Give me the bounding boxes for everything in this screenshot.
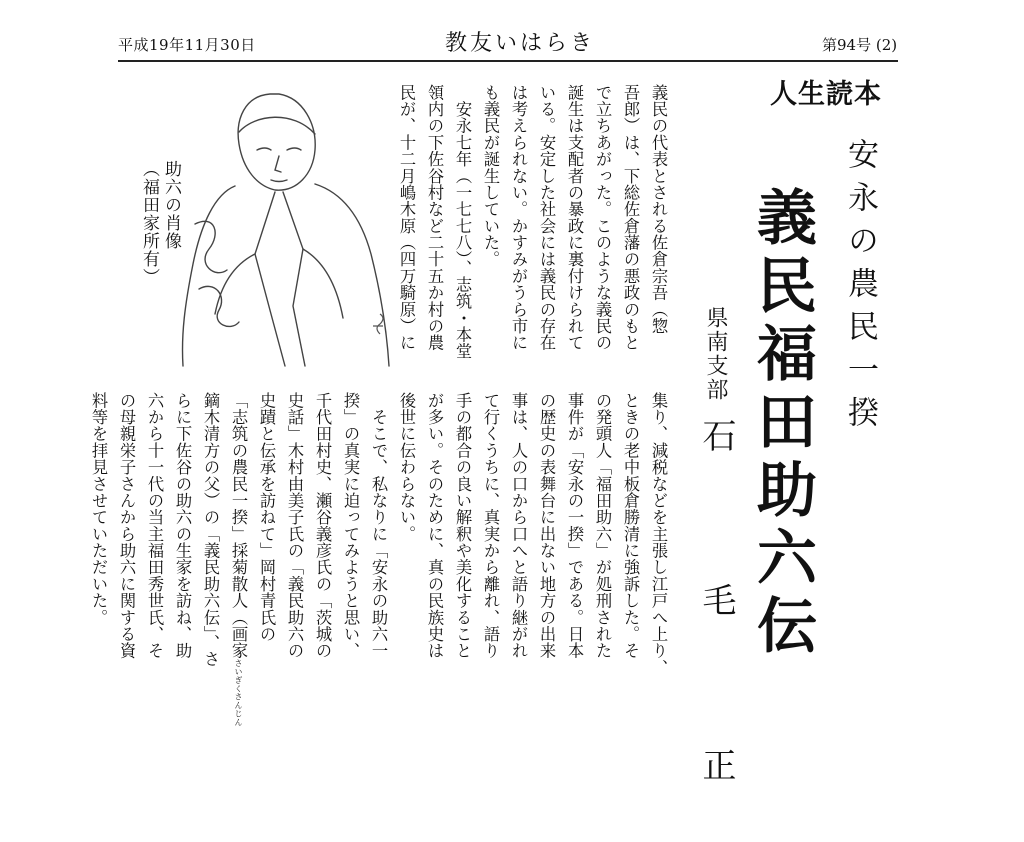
body-line: 集り、減税などを主張し江戸へ上り、 [649,392,668,676]
body-upper-column [397,84,672,382]
caption-line: （福田家所有） [139,160,159,286]
header-title: 教友いはらき [444,31,595,56]
body-line: 料等を拝見させていただいた。 [89,392,108,626]
body-line: 六から十一代の当主福田秀世氏、そ [145,392,164,660]
body-lower-column [89,392,672,727]
ruby-annotation: さいぎくさんじん [234,659,243,727]
body-line: ときの老中板倉勝清に強訴した。そ [621,392,640,660]
body-line: は考えられない。かすみがうら市に [509,84,528,352]
header-rule [118,60,898,62]
body-line: 揆」の真実に迫ってみようと思い、 [341,392,360,660]
body-line: の歴史の表舞台に出ない地方の出来 [537,392,556,660]
body-line: 鏑木清方の父）の「義民助六伝」、さ [201,392,220,668]
body-line: が多い。そのために、真の民族史は [425,392,444,660]
body-line: いる。安定した社会には義民の存在 [537,84,556,352]
body-line: 領内の下佐谷村など二十五か村の農 [425,84,444,352]
body-line [224,392,252,727]
body-line: て行くうちに、真実から離れ、語り [481,392,500,660]
article-title: 義民福田助六伝 [747,186,817,662]
body-line: らに下佐谷の助六の生家を訪ね、助 [173,392,192,660]
body-line: そこで、私なりに「安永の助六一 [369,392,388,660]
header-issue: 第94号 (2) [822,36,898,54]
body-line-text: 「志筑の農民一揆」採菊散人（画家 [229,392,248,660]
body-line: 千代田村史、瀬谷義彦氏の「茨城の [313,392,332,660]
body-line: 手の都合の良い解釈や美化すること [453,392,472,660]
body-line: 史蹟と伝承を訪ねて」岡村青氏の [257,392,276,643]
body-line: も義民が誕生していた。 [481,84,500,268]
body-line: の母親栄子さんから助六に関する資 [117,392,136,660]
series-label: 人生読本 [770,79,882,110]
body-line: の発頭人「福田助六」が処刑された [593,392,612,660]
body-line: 事件が「安永の一揆」である。日本 [565,392,584,660]
header-date: 平成19年11月30日 [118,36,256,54]
body-line: 後世に伝わらない。 [397,392,416,543]
body-line: 事は、人の口から口へと語り継がれ [509,392,528,660]
body-line: 義民の代表とされる佐倉宗吾（惣 [649,84,668,335]
body-line: 民が、十二月嶋木原（四万騎原）に [397,84,416,352]
body-line: で立ちあがった。このような義民の [593,84,612,352]
author-name: 石 毛 正 [696,418,736,842]
body-line: 史話」木村由美子氏の「義民助六の [285,392,304,660]
body-line: 安永七年（一七七八）、志筑・本堂 [453,84,472,360]
body-line: 誕生は支配者の暴政に裏付けられて [565,84,584,352]
body-line: 吾郎）は、下総佐倉藩の悪政のもと [621,84,640,352]
author-branch: 県南支部 [703,306,728,402]
caption-line: 助六の肖像 [161,160,181,250]
portrait-caption [138,160,182,286]
article-subtitle: 安永の農民一揆 [842,138,878,439]
portrait-illustration [175,74,405,374]
